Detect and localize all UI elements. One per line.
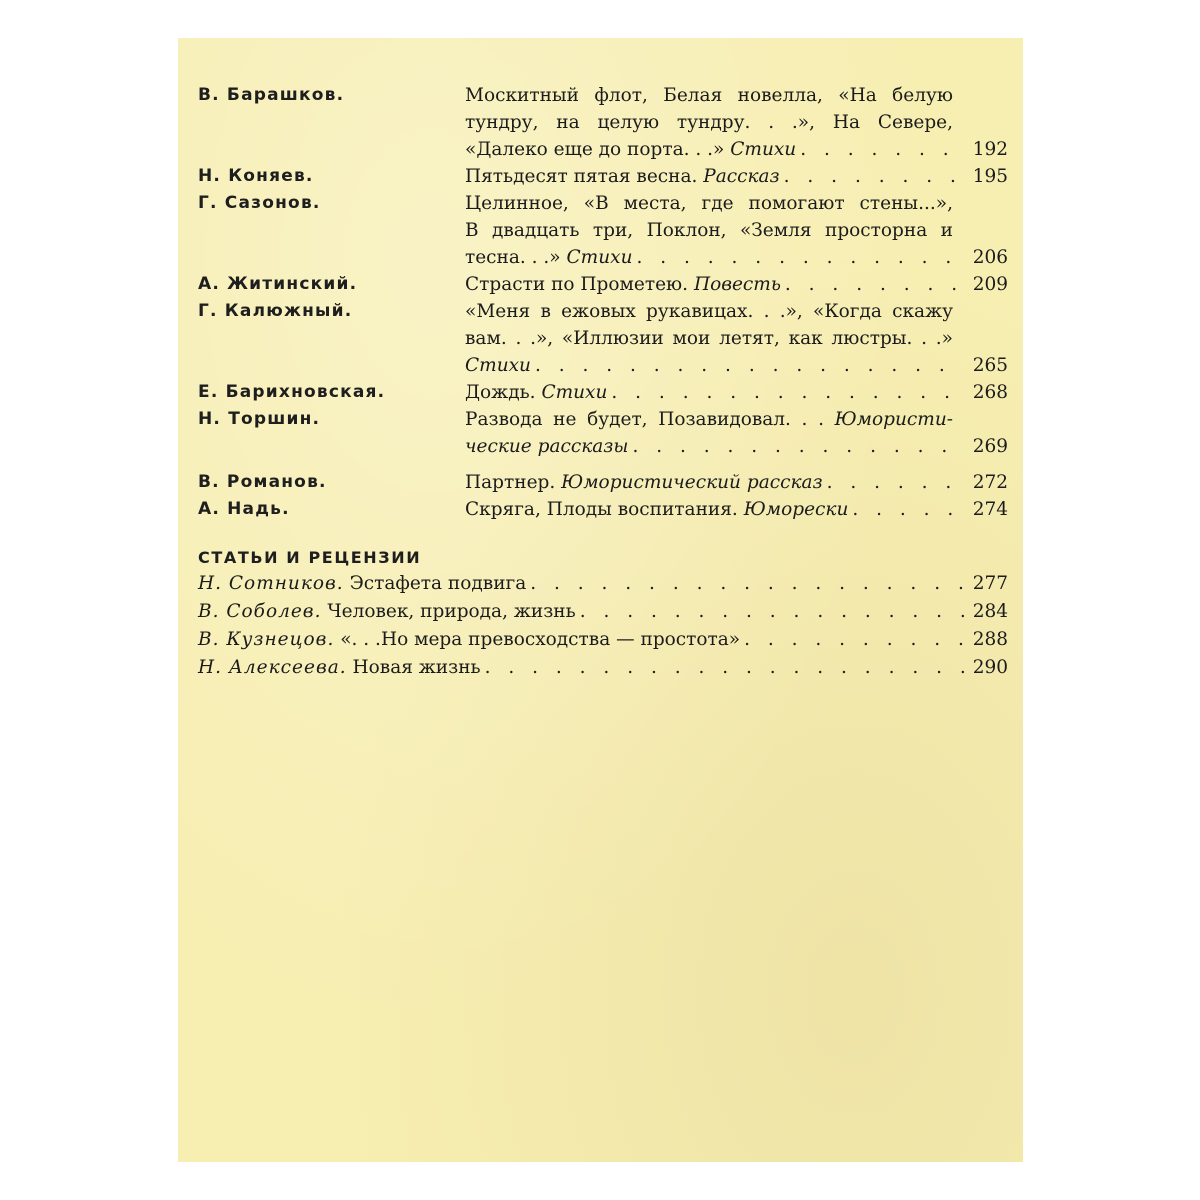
article-author: Н. Алексеева. bbox=[198, 657, 347, 678]
page-number: 288 bbox=[972, 629, 1008, 650]
page-number: 265 bbox=[972, 355, 1008, 376]
work-line-last bbox=[465, 496, 1008, 523]
article-item bbox=[198, 570, 1008, 598]
work-line-last bbox=[465, 352, 1008, 379]
toc-entry bbox=[198, 469, 1008, 496]
book-page bbox=[178, 38, 1023, 1162]
work-title: Страсти по Прометею. bbox=[465, 274, 689, 295]
leader-dots bbox=[852, 496, 964, 523]
leader-dots bbox=[827, 469, 964, 496]
work-genre: Стихи bbox=[541, 382, 608, 403]
work-genre: Стихи bbox=[566, 247, 633, 268]
entry-work bbox=[465, 406, 1008, 460]
leader-dots bbox=[530, 570, 964, 598]
section-heading: СТАТЬИ И РЕЦЕНЗИИ bbox=[198, 548, 422, 567]
entry-author: В. Барашков. bbox=[198, 85, 345, 105]
entry-work bbox=[465, 496, 1008, 523]
page-number: 274 bbox=[972, 499, 1008, 520]
article-title: «. . .Но мера превосходства — простота» bbox=[340, 629, 741, 650]
work-genre: Юмористи- bbox=[834, 409, 953, 430]
work-genre: Стихи bbox=[465, 355, 531, 376]
work-line: вам. . .», «Иллюзии мои летят, как люстры. . .» bbox=[465, 328, 953, 349]
entry-work bbox=[465, 379, 1008, 406]
article-item bbox=[198, 654, 1008, 682]
page-number: 284 bbox=[972, 601, 1008, 622]
entry-work bbox=[465, 190, 1008, 271]
leader-dots bbox=[580, 598, 964, 626]
work-line-last bbox=[465, 271, 1008, 298]
entry-work bbox=[465, 163, 1008, 190]
page-number: 209 bbox=[972, 274, 1008, 295]
page-number: 192 bbox=[972, 139, 1008, 160]
leader-dots bbox=[800, 136, 964, 163]
article-title: Новая жизнь bbox=[352, 657, 481, 678]
article-author: В. Соболев. bbox=[198, 601, 322, 622]
toc-entry bbox=[198, 298, 1008, 379]
toc-entry bbox=[198, 271, 1008, 298]
work-line-last bbox=[465, 136, 1008, 163]
article-author: В. Кузнецов. bbox=[198, 629, 335, 650]
work-genre: ческие рассказы bbox=[465, 436, 629, 457]
entry-work bbox=[465, 298, 1008, 379]
page-number: 290 bbox=[972, 657, 1008, 678]
work-line-last bbox=[465, 163, 1008, 190]
entry-work bbox=[465, 82, 1008, 163]
article-title: Человек, природа, жизнь bbox=[327, 601, 576, 622]
section-list bbox=[198, 570, 1008, 682]
leader-dots bbox=[632, 433, 964, 460]
leader-dots bbox=[785, 271, 964, 298]
leader-dots bbox=[485, 654, 964, 682]
leader-dots bbox=[535, 352, 964, 379]
entry-work bbox=[465, 271, 1008, 298]
page-number: 272 bbox=[972, 472, 1008, 493]
work-genre: Повесть bbox=[693, 274, 781, 295]
work-genre: Стихи bbox=[730, 139, 797, 160]
work-line-last bbox=[465, 469, 1008, 496]
work-title: Пятьдесят пятая весна. bbox=[465, 166, 698, 187]
entry-author: Н. Коняев. bbox=[198, 166, 314, 186]
work-title: Скряга, Плоды воспитания. bbox=[465, 499, 738, 520]
entry-author: Г. Калюжный. bbox=[198, 301, 353, 321]
leader-dots bbox=[637, 244, 965, 271]
toc-entry bbox=[198, 496, 1008, 523]
toc-entry bbox=[198, 406, 1008, 460]
leader-dots bbox=[744, 626, 964, 654]
entry-author: В. Романов. bbox=[198, 472, 327, 492]
work-genre: Юморески bbox=[743, 499, 849, 520]
work-title: «Далеко еще до порта. . .» bbox=[465, 139, 725, 160]
toc-entry bbox=[198, 190, 1008, 271]
article-item bbox=[198, 626, 1008, 654]
toc-entry bbox=[198, 379, 1008, 406]
page-number: 277 bbox=[972, 573, 1008, 594]
work-genre: Рассказ bbox=[703, 166, 780, 187]
entry-work bbox=[465, 469, 1008, 496]
article-title: Эстафета подвига bbox=[349, 573, 527, 594]
work-line: Целинное, «В места, где помогают стены...», bbox=[465, 193, 953, 214]
work-genre: Юмористический рассказ bbox=[561, 472, 823, 493]
table-of-contents bbox=[198, 82, 1008, 682]
leader-dots bbox=[611, 379, 964, 406]
page-number: 206 bbox=[972, 247, 1008, 268]
work-title: Развода не будет, Позавидовал. . . bbox=[465, 409, 824, 430]
work-title: Партнер. bbox=[465, 472, 556, 493]
article-item bbox=[198, 598, 1008, 626]
work-line-last bbox=[465, 379, 1008, 406]
work-line bbox=[465, 406, 953, 433]
entry-author: А. Надь. bbox=[198, 499, 290, 519]
entry-author: Н. Торшин. bbox=[198, 409, 321, 429]
work-line: «Меня в ежовых рукавицах. . .», «Когда скажу bbox=[465, 301, 953, 322]
page-number: 268 bbox=[972, 382, 1008, 403]
work-line-last bbox=[465, 433, 1008, 460]
entry-author: Г. Сазонов. bbox=[198, 193, 321, 213]
work-line: тундру, на целую тундру. . .», На Севере, bbox=[465, 112, 953, 133]
page-number: 269 bbox=[972, 436, 1008, 457]
article-author: Н. Сотников. bbox=[198, 573, 344, 594]
work-line: Москитный флот, Белая новелла, «На белую bbox=[465, 85, 953, 106]
page-number: 195 bbox=[972, 166, 1008, 187]
work-title: Дождь. bbox=[465, 382, 536, 403]
toc-entry bbox=[198, 82, 1008, 163]
work-line-last bbox=[465, 244, 1008, 271]
leader-dots bbox=[784, 163, 964, 190]
work-title: тесна. . .» bbox=[465, 247, 561, 268]
entry-author: А. Житинский. bbox=[198, 274, 358, 294]
toc-entry bbox=[198, 163, 1008, 190]
work-line: В двадцать три, Поклон, «Земля просторна и bbox=[465, 220, 953, 241]
entry-author: Е. Барихновская. bbox=[198, 382, 386, 402]
